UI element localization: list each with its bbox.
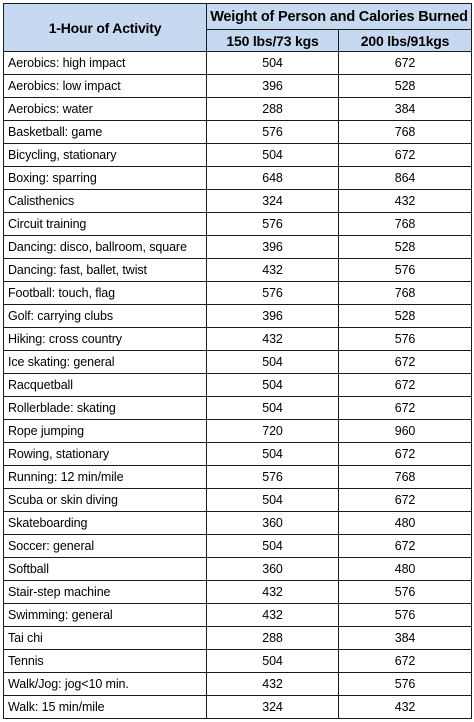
calories-150-cell: 504	[207, 397, 339, 420]
table-row	[4, 535, 472, 558]
calories-200-cell: 576	[339, 604, 472, 627]
activity-cell: Rollerblade: skating	[4, 397, 207, 420]
calories-200-cell: 768	[339, 213, 472, 236]
calories-200-cell: 576	[339, 581, 472, 604]
table-row	[4, 627, 472, 650]
table-row	[4, 581, 472, 604]
calories-150-cell: 324	[207, 190, 339, 213]
calories-150-cell: 288	[207, 627, 339, 650]
calories-150-cell: 432	[207, 259, 339, 282]
table-row	[4, 673, 472, 696]
calories-200-cell: 528	[339, 305, 472, 328]
calories-200-cell: 432	[339, 190, 472, 213]
activity-cell: Softball	[4, 558, 207, 581]
calories-200-cell: 864	[339, 167, 472, 190]
calories-150-cell: 396	[207, 75, 339, 98]
calories-150-cell: 432	[207, 604, 339, 627]
calories-150-cell: 324	[207, 696, 339, 719]
header-row-top	[4, 4, 472, 30]
table-row	[4, 144, 472, 167]
calories-150-cell: 432	[207, 581, 339, 604]
activity-cell: Skateboarding	[4, 512, 207, 535]
calories-150-cell: 504	[207, 535, 339, 558]
calories-150-cell: 504	[207, 443, 339, 466]
calories-200-cell: 480	[339, 558, 472, 581]
activity-cell: Scuba or skin diving	[4, 489, 207, 512]
table-body	[4, 52, 472, 719]
table-row	[4, 604, 472, 627]
calories-200-cell: 528	[339, 75, 472, 98]
weight-200-header: 200 lbs/91kgs	[339, 30, 472, 52]
activity-cell: Aerobics: low impact	[4, 75, 207, 98]
calories-200-cell: 960	[339, 420, 472, 443]
table-row	[4, 489, 472, 512]
calories-150-cell: 504	[207, 489, 339, 512]
weight-150-header: 150 lbs/73 kgs	[207, 30, 339, 52]
calories-200-cell: 672	[339, 374, 472, 397]
calories-200-cell: 432	[339, 696, 472, 719]
calories-150-cell: 504	[207, 144, 339, 167]
calories-200-cell: 576	[339, 328, 472, 351]
table-row	[4, 98, 472, 121]
calories-200-cell: 672	[339, 535, 472, 558]
calories-150-cell: 504	[207, 52, 339, 75]
calories-150-cell: 720	[207, 420, 339, 443]
table-row	[4, 259, 472, 282]
weight-group-header: Weight of Person and Calories Burned	[207, 4, 472, 30]
table-row	[4, 397, 472, 420]
activity-cell: Walk/Jog: jog<10 min.	[4, 673, 207, 696]
activity-cell: Calisthenics	[4, 190, 207, 213]
calories-200-cell: 768	[339, 121, 472, 144]
activity-cell: Rowing, stationary	[4, 443, 207, 466]
activity-cell: Tai chi	[4, 627, 207, 650]
calories-200-cell: 768	[339, 466, 472, 489]
calories-150-cell: 576	[207, 282, 339, 305]
calories-200-cell: 768	[339, 282, 472, 305]
table-header	[4, 4, 472, 52]
activity-cell: Golf: carrying clubs	[4, 305, 207, 328]
table-row	[4, 190, 472, 213]
calories-200-cell: 576	[339, 259, 472, 282]
calories-150-cell: 576	[207, 466, 339, 489]
calories-150-cell: 396	[207, 305, 339, 328]
activity-cell: Dancing: disco, ballroom, square	[4, 236, 207, 259]
activity-cell: Walk: 15 min/mile	[4, 696, 207, 719]
table-row	[4, 52, 472, 75]
calories-150-cell: 396	[207, 236, 339, 259]
activity-cell: Tennis	[4, 650, 207, 673]
table-row	[4, 305, 472, 328]
activity-cell: Aerobics: high impact	[4, 52, 207, 75]
calories-150-cell: 648	[207, 167, 339, 190]
table-row	[4, 328, 472, 351]
calories-200-cell: 672	[339, 443, 472, 466]
activity-cell: Racquetball	[4, 374, 207, 397]
activity-cell: Basketball: game	[4, 121, 207, 144]
activity-cell: Soccer: general	[4, 535, 207, 558]
calories-150-cell: 504	[207, 351, 339, 374]
calories-200-cell: 672	[339, 351, 472, 374]
calories-150-cell: 504	[207, 374, 339, 397]
calories-200-cell: 672	[339, 144, 472, 167]
activity-cell: Football: touch, flag	[4, 282, 207, 305]
table-row	[4, 374, 472, 397]
calories-table-container	[3, 3, 471, 719]
calories-200-cell: 672	[339, 52, 472, 75]
activity-cell: Rope jumping	[4, 420, 207, 443]
calories-150-cell: 360	[207, 558, 339, 581]
calories-150-cell: 432	[207, 328, 339, 351]
table-row	[4, 121, 472, 144]
calories-200-cell: 384	[339, 627, 472, 650]
calories-200-cell: 576	[339, 673, 472, 696]
activity-cell: Ice skating: general	[4, 351, 207, 374]
table-row	[4, 466, 472, 489]
activity-cell: Bicycling, stationary	[4, 144, 207, 167]
activity-cell: Circuit training	[4, 213, 207, 236]
table-row	[4, 512, 472, 535]
table-row	[4, 443, 472, 466]
calories-150-cell: 576	[207, 121, 339, 144]
calories-150-cell: 432	[207, 673, 339, 696]
activity-cell: Aerobics: water	[4, 98, 207, 121]
table-row	[4, 236, 472, 259]
calories-150-cell: 504	[207, 650, 339, 673]
activity-cell: Swimming: general	[4, 604, 207, 627]
calories-200-cell: 672	[339, 489, 472, 512]
table-row	[4, 650, 472, 673]
activity-cell: Dancing: fast, ballet, twist	[4, 259, 207, 282]
calories-150-cell: 360	[207, 512, 339, 535]
table-row	[4, 351, 472, 374]
activity-cell: Running: 12 min/mile	[4, 466, 207, 489]
activity-cell: Stair-step machine	[4, 581, 207, 604]
calories-200-cell: 672	[339, 650, 472, 673]
calories-200-cell: 672	[339, 397, 472, 420]
table-row	[4, 213, 472, 236]
table-row	[4, 420, 472, 443]
table-row	[4, 696, 472, 719]
activity-cell: Boxing: sparring	[4, 167, 207, 190]
table-row	[4, 167, 472, 190]
calories-150-cell: 576	[207, 213, 339, 236]
activity-cell: Hiking: cross country	[4, 328, 207, 351]
calories-200-cell: 528	[339, 236, 472, 259]
table-row	[4, 282, 472, 305]
table-row	[4, 558, 472, 581]
calories-150-cell: 288	[207, 98, 339, 121]
calories-200-cell: 480	[339, 512, 472, 535]
calories-200-cell: 384	[339, 98, 472, 121]
calories-burned-table	[3, 3, 472, 719]
table-row	[4, 75, 472, 98]
activity-column-header: 1-Hour of Activity	[4, 4, 207, 52]
